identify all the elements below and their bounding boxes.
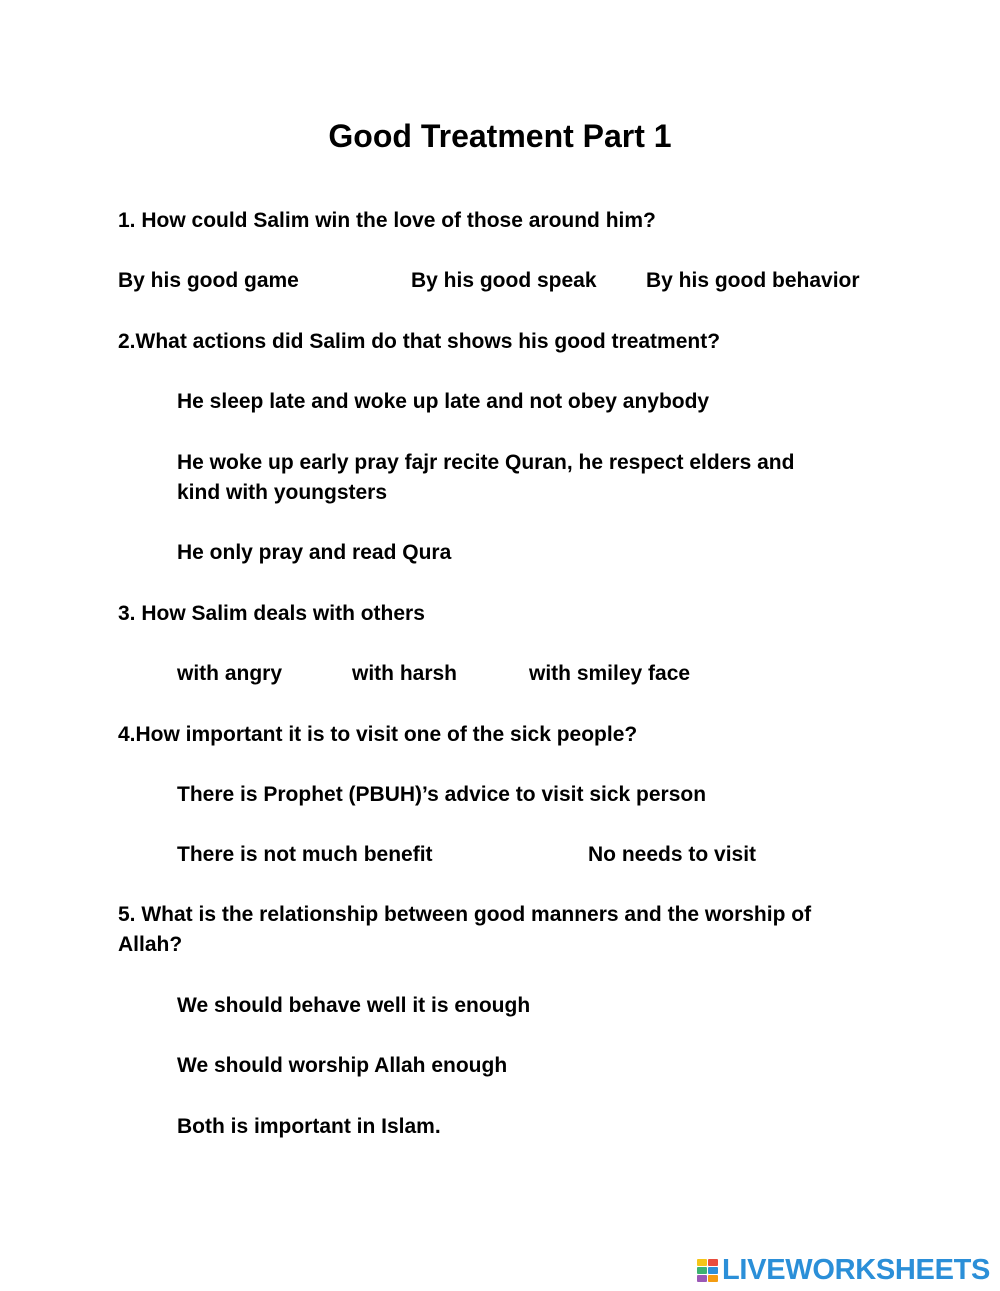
q2-option-1[interactable]: He sleep late and woke up late and not obey anybody — [177, 390, 710, 413]
q5-option-2[interactable]: We should worship Allah enough — [177, 1054, 508, 1077]
question-5-line-1: 5. What is the relationship between good manners and the worship of — [118, 903, 812, 926]
q1-option-2[interactable]: By his good speak — [411, 269, 597, 292]
logo-block — [708, 1275, 718, 1282]
question-4: 4.How important it is to visit one of the sick people? — [118, 723, 638, 746]
q2-option-2-line-1[interactable]: He woke up early pray fajr recite Quran, he respect elders and — [177, 451, 795, 474]
q2-option-2-line-2[interactable]: kind with youngsters — [177, 481, 388, 504]
q4-option-1[interactable]: There is Prophet (PBUH)’s advice to visit sick person — [177, 783, 707, 806]
liveworksheets-logo — [697, 1254, 990, 1286]
question-5-line-2: Allah? — [118, 933, 183, 956]
q2-option-3[interactable]: He only pray and read Qura — [177, 541, 452, 564]
logo-block — [708, 1267, 718, 1274]
q1-option-3[interactable]: By his good behavior — [646, 269, 860, 292]
q3-option-2[interactable]: with harsh — [352, 662, 458, 685]
q3-option-1[interactable]: with angry — [177, 662, 283, 685]
liveworksheets-logo-icon — [697, 1259, 718, 1282]
logo-text: LIVEWORKSHEETS — [722, 1254, 991, 1286]
logo-block — [697, 1275, 707, 1282]
logo-block — [697, 1267, 707, 1274]
q5-option-1[interactable]: We should behave well it is enough — [177, 994, 531, 1017]
question-2: 2.What actions did Salim do that shows his good treatment? — [118, 330, 721, 353]
q3-option-3[interactable]: with smiley face — [529, 662, 691, 685]
page-title: Good Treatment Part 1 — [328, 118, 672, 154]
logo-block — [708, 1259, 718, 1266]
q1-option-1[interactable]: By his good game — [118, 269, 299, 292]
question-3: 3. How Salim deals with others — [118, 602, 425, 625]
logo-block — [697, 1259, 707, 1266]
q4-option-3[interactable]: No needs to visit — [588, 843, 757, 866]
question-1: 1. How could Salim win the love of those around him? — [118, 209, 656, 232]
q5-option-3[interactable]: Both is important in Islam. — [177, 1115, 441, 1138]
q4-option-2[interactable]: There is not much benefit — [177, 843, 433, 866]
